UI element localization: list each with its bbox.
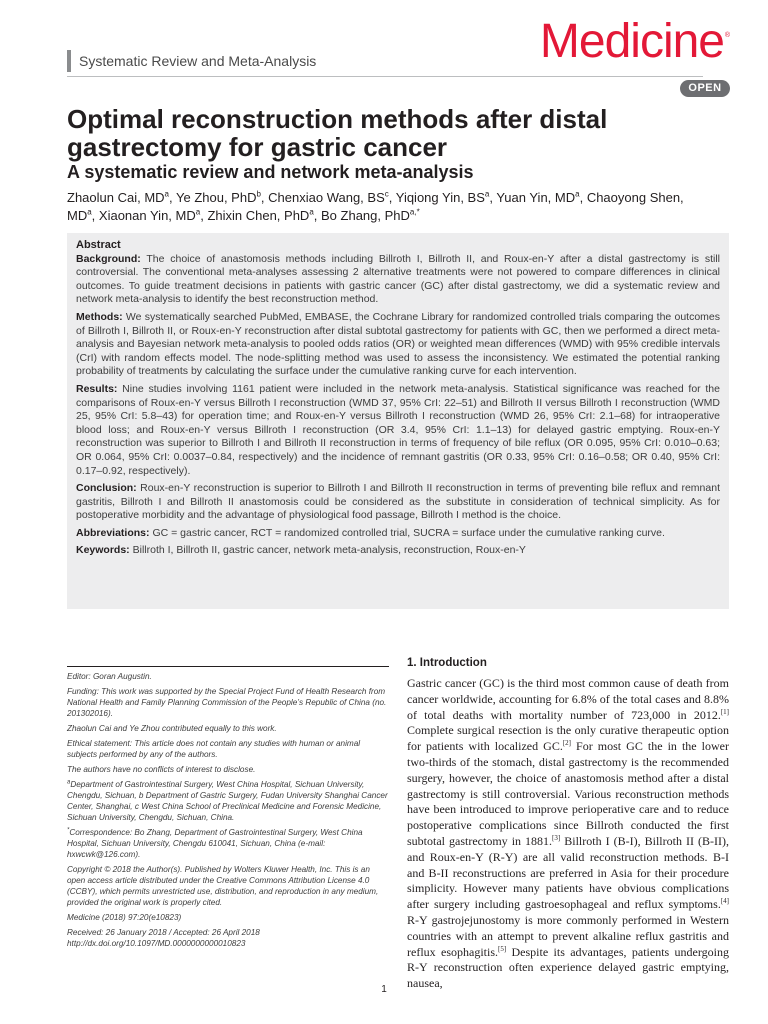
footnote-text: Received: 26 January 2018 / Accepted: 26 April 2018 http://dx.doi.org/10.1097/MD.0000000000010823	[67, 928, 260, 948]
author-separator: ,	[91, 208, 99, 223]
footnote	[67, 864, 389, 908]
abstract-text: Billroth I, Billroth II, gastric cancer, network meta-analysis, reconstruction, Roux-en-Y	[132, 544, 526, 557]
author-separator: ,	[200, 208, 208, 223]
author-affiliation: a	[195, 207, 201, 217]
footnote	[67, 671, 389, 682]
introduction-heading: 1. Introduction	[407, 657, 487, 669]
footnote-text: The authors have no conflicts of interest to disclose.	[67, 765, 256, 774]
author-name: Yuan Yin, MD	[496, 190, 576, 205]
author-list	[67, 189, 707, 225]
abstract-paragraph	[76, 527, 720, 541]
author-name: Ye Zhou, PhD	[176, 190, 257, 205]
footnote	[67, 912, 389, 923]
abstract-heading: Abstract	[76, 239, 121, 251]
abstract-text: GC = gastric cancer, RCT = randomized controlled trial, SUCRA = surface under the cumulative ranking curve.	[152, 526, 665, 539]
abstract-paragraph	[76, 311, 720, 379]
footnote-text: Department of Gastrointestinal Surgery, West China Hospital, Sichuan University, Chengdu, Sichuan, b Department of Gastric Surgery, Fudan University Shanghai Cancer Center, Shanghai, c West China School of Preclinical Medicine and Forensic Medicine, Sichuan University, Chengdu, Sichuan, China.	[67, 780, 388, 822]
author-separator: ,	[313, 208, 322, 223]
citation-ref: [4]	[720, 897, 729, 906]
footnote-rule	[67, 666, 389, 667]
author-separator: ,	[260, 190, 269, 205]
citation-ref: [5]	[498, 944, 507, 953]
abstract-paragraph	[76, 544, 720, 558]
abstract-body	[76, 253, 720, 558]
abstract-text: The choice of anastomosis methods including Billroth I, Billroth II, and Roux-en-Y after a distal gastrectomy is still controversial. The conventional meta-analyses assessing 2 alternative treatments were not powered to compare differences in clinical outcomes. To guide treatment decisions in patients with gastric cancer (GC) after distal gastrectomy, we did a systematic review and network meta-analysis to identify the best reconstruction method.	[76, 252, 721, 306]
author-name: Yiqiong Yin, BS	[395, 190, 485, 205]
abstract-label: Methods:	[76, 310, 123, 323]
footnote	[67, 738, 389, 760]
intro-text: For most GC the in the lower two-thirds of the stomach, distal gastrectomy is the recommended surgery, however, the choice of anastomosis method after a distal gastrectomy is still controversial. Various reconstruction methods have been introduced to improve perioperative care and to reduce postoperative complications since Billroth conducted the first subtotal gastrectomy in 1881.	[407, 739, 729, 848]
footnote	[67, 764, 389, 775]
abstract-text: Roux-en-Y reconstruction is superior to Billroth I and Billroth II reconstruction in terms of preventing bile reflux and remnant gastritis, Billroth I and Billroth II anastomosis could be considered as the substitute in consideration of technical simplicity. As for postoperative morbidity and the advantage of physiological food passage, Billroth I method is the choice.	[76, 482, 720, 522]
citation-ref: [2]	[562, 739, 571, 748]
author-affiliation: a	[575, 189, 580, 199]
introduction-body	[407, 676, 729, 992]
author-affiliation: a,*	[409, 207, 420, 217]
citation-ref: [3]	[552, 833, 561, 842]
abstract-box	[67, 233, 729, 609]
intro-text: Gastric cancer (GC) is the third most common cause of death from cancer worldwide, accounting for 6.8% of the total cases and 8.8% of total deaths with mortality number of 723,000 in 2012.	[407, 676, 729, 722]
footnote	[67, 927, 389, 949]
footnotes	[67, 666, 389, 953]
registered-mark: ®	[724, 32, 730, 39]
abstract-label: Background:	[76, 252, 141, 265]
abstract-text: Nine studies involving 1161 patient were included in the network meta-analysis. Statistical significance was reached for the comparisons of Roux-en-Y versus Billroth I reconstruction (WMD 37, 95% CrI: 22–51) and Billroth II versus Billroth I reconstruction (WMD 25, 95% CrI: 5.8–43) for operation time; and Roux-en-Y versus Billroth I reconstruction (WMD 26, 95% CrI: 2.1–68) for intraoperative blood loss; and Roux-en-Y versus Billroth I reconstruction (OR 3.4, 95% CrI: 1.1–13) for delayed gastric emptying. Roux-en-Y reconstruction was superior to Billroth I and Billroth II reconstruction in terms of frequency of bile reflux (OR 0.095, 95% CrI: 0.010–0.63; OR 0.064, 95% CrI: 0.0037–0.84, respectively) and the incidence of remnant gastritis (OR 0.33, 95% CrI: 0.16–0.58; OR 0.40, 95% CrI: 0.17–0.92, respectively).	[76, 382, 720, 477]
article-title: Optimal reconstruction methods after distal gastrectomy for gastric cancer	[67, 104, 608, 162]
footnote-marker: a	[67, 779, 71, 786]
footnote	[67, 779, 389, 823]
header-rule	[67, 76, 703, 77]
author-affiliation: a	[87, 207, 92, 217]
section-title: Systematic Review and Meta-Analysis	[79, 53, 317, 69]
abstract-label: Results:	[76, 382, 118, 395]
footnote	[67, 723, 389, 734]
footnote-text: Correspondence: Bo Zhang, Department of Gastrointestinal Surgery, West China Hospital, Sichuan University, Chengdu 610041, Sichuan, China (e-mail: hxwcwk@126.com).	[67, 828, 363, 859]
article-subtitle: A systematic review and network meta-analysis	[67, 162, 474, 182]
abstract-label: Conclusion:	[76, 482, 137, 495]
author-affiliation: a	[309, 207, 314, 217]
author-affiliation: a	[164, 189, 169, 199]
footnote-text: Medicine (2018) 97:20(e10823)	[67, 913, 182, 922]
footnote-text: Zhaolun Cai and Ye Zhou contributed equally to this work.	[67, 724, 277, 733]
footnote-text: Copyright © 2018 the Author(s). Published by Wolters Kluwer Health, Inc. This is an open access article distributed under the Creative Commons Attribution License 4.0 (CCBY), which permits unrestricted use, distribution, and reproduction in any medium, provided the original work is properly cited.	[67, 865, 379, 907]
journal-logo: Medicine	[539, 15, 724, 68]
open-access-badge: OPEN	[680, 80, 730, 97]
page-number: 1	[381, 984, 387, 995]
footnote-text: Ethical statement: This article does not contain any studies with human or animal subjects performed by any of the authors.	[67, 739, 361, 759]
author-name: Xiaonan Yin, MD	[98, 208, 196, 223]
author-name: Zhixin Chen, PhD	[207, 208, 310, 223]
intro-text: R-Y gastrojejunostomy is more commonly performed in Western countries with an attempt to prevent alkaline reflux gastritis and reflux esophagitis.	[407, 912, 729, 959]
author-separator: ,	[489, 190, 497, 205]
abstract-paragraph	[76, 482, 720, 523]
author-name: Bo Zhang, PhD	[321, 208, 410, 223]
intro-text: Despite its advantages, patients undergoing R-Y reconstruction often experience delayed gastric emptying, nausea,	[407, 944, 729, 991]
author-affiliation: c	[384, 189, 389, 199]
abstract-label: Abbreviations:	[76, 526, 150, 539]
footnote-text: Funding: This work was supported by the Special Project Fund of Health Research from National Health and Family Planning Commission of the People’s Republic of China (no. 201302016).	[67, 687, 387, 718]
footnote-marker: *	[67, 827, 70, 834]
abstract-paragraph	[76, 383, 720, 478]
footnote	[67, 686, 389, 719]
footnote	[67, 827, 389, 860]
author-name: Chenxiao Wang, BS	[268, 190, 385, 205]
section-label	[67, 49, 316, 73]
abstract-text: We systematically searched PubMed, EMBASE, the Cochrane Library for randomized controlled trials comparing the outcomes of Billroth I, Billroth II, or Roux-en-Y reconstruction after distal subtotal gastrectomy for patients with GC, then we performed a direct meta-analysis and Bayesian network meta-analysis to pooled odds ratios (OR) or weighted mean differences (WMD) with 95% credible intervals (CrI) with random effects model. The node-splitting method was used to assess the inconsistency. We estimated the potential ranking probability of treatments by calculating the surface under the cumulative ranking curve for each intervention.	[76, 310, 721, 378]
section-bar	[67, 50, 71, 72]
author-separator: ,	[388, 190, 396, 205]
author-affiliation: a	[484, 189, 490, 199]
footnote-list	[67, 671, 389, 949]
citation-ref: [1]	[720, 707, 729, 716]
author-separator: ,	[579, 190, 587, 205]
author-affiliation: b	[256, 189, 261, 199]
abstract-label: Keywords:	[76, 544, 130, 557]
author-name: Zhaolun Cai, MD	[67, 190, 165, 205]
abstract-paragraph	[76, 253, 720, 307]
intro-text: Complete surgical resection is the only curative therapeutic option for patients with localized GC.	[407, 723, 729, 754]
footnote-text: Editor: Goran Augustin.	[67, 672, 152, 681]
author-separator: ,	[169, 190, 176, 205]
intro-text: Billroth I (B-I), Billroth II (B-II), and Roux-en-Y (R-Y) are all valid reconstruction methods. B-I and B-II reconstructions are preferred in Asia for their procedure simplicity. However many patients have obvious complications after surgery including gastroesophageal and reflux symptoms.	[407, 833, 729, 912]
author-name: Chaoyong Shen, MD	[67, 190, 684, 223]
